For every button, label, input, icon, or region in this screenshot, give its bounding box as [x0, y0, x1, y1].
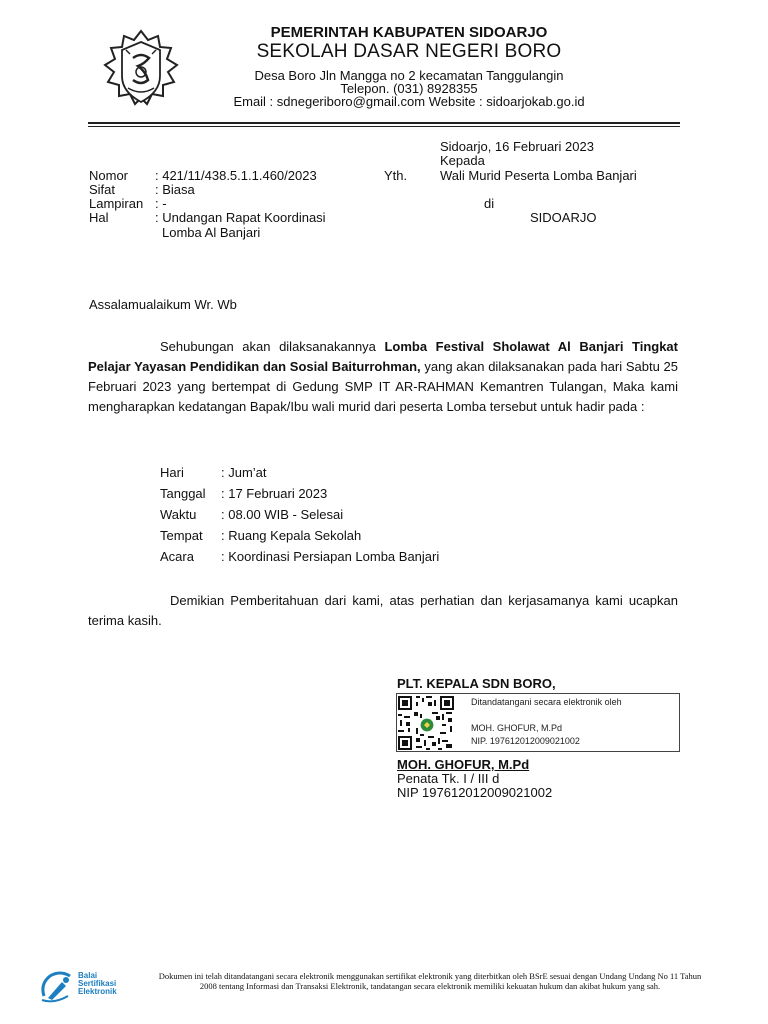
detail-label-tempat: Tempat [160, 528, 203, 543]
header-rule-thin [88, 126, 680, 127]
para-text-details: yang akan dilaksanakan pada hari Sabtu 25 Februari 2023 yang bertempat di Gedung SMP IT AR-RAHMAN Kemantren Tulangan, Maka kami mengharapkan kedatangan Bapak/Ibu wali murid dari peserta Lomba tersebut untuk hadir pada : [88, 359, 678, 414]
meta-label-sifat: Sifat [89, 182, 116, 197]
closing-paragraph: Demikian Pemberitahuan dari kami, atas perhatian dan kerjasamanya kami ucapkan terima kasih. [88, 593, 678, 628]
bsre-line1: Balai [78, 971, 98, 980]
esign-nip: NIP. 197612012009021002 [471, 736, 580, 746]
detail-label-hari: Hari [160, 465, 184, 480]
esign-name: MOH. GHOFUR, M.Pd [471, 723, 563, 733]
detail-label-waktu: Waktu [160, 507, 197, 522]
para-text-event: Lomba Festival Sholawat Al Banjari Tingkat Pelajar Yayasan Pendidikan dan Sosial Baiturrohman, [88, 339, 678, 374]
letter-date: Sidoarjo, 16 Februari 2023 [440, 139, 594, 154]
greeting: Assalamualaikum Wr. Wb [89, 297, 237, 312]
detail-label-tanggal: Tanggal [160, 486, 206, 501]
yth-label: Yth. [384, 168, 408, 183]
detail-value-waktu: : 08.00 WIB - Selesai [221, 507, 344, 522]
header-government: PEMERINTAH KABUPATEN SIDOARJO [270, 24, 548, 41]
recipient-city: SIDOARJO [530, 210, 597, 225]
header-address: Desa Boro Jln Mangga no 2 kecamatan Tanggulangin [254, 68, 564, 83]
detail-value-tanggal: : 17 Februari 2023 [221, 486, 328, 501]
bsre-emblem-icon [38, 970, 76, 1004]
signer-rank: Penata Tk. I / III d [397, 771, 500, 786]
signer-name: MOH. GHOFUR, M.Pd [397, 757, 530, 772]
header-rule-thick [88, 122, 680, 124]
detail-label-acara: Acara [160, 549, 194, 564]
meta-value-sifat: : Biasa [155, 182, 195, 197]
qr-code-icon [398, 696, 454, 750]
signer-nip: NIP 197612012009021002 [397, 785, 553, 800]
detail-value-tempat: : Ruang Kepala Sekolah [221, 528, 362, 543]
meta-value-lampiran: : - [155, 196, 167, 211]
kepada-label: Kepada [440, 153, 485, 168]
header-phone: Telepon. (031) 8928355 [340, 81, 478, 96]
meta-label-nomor: Nomor [89, 168, 129, 183]
esign-note: Ditandatangani secara elektronik oleh [471, 697, 622, 707]
meta-value-nomor: : 421/11/438.5.1.1.460/2023 [155, 168, 317, 183]
bsre-line3: Elektronik [78, 987, 117, 996]
detail-value-hari: : Jum’at [221, 465, 267, 480]
detail-value-acara: : Koordinasi Persiapan Lomba Banjari [221, 549, 440, 564]
header-contact: Email : sdnegeriboro@gmail.com Website : sidoarjokab.go.id [233, 94, 585, 109]
signature-position: PLT. KEPALA SDN BORO, [397, 676, 556, 691]
di-label: di [484, 196, 495, 211]
meta-label-lampiran: Lampiran [89, 196, 144, 211]
bsre-line2: Sertifikasi [78, 979, 117, 988]
recipient: Wali Murid Peserta Lomba Banjari [440, 168, 637, 183]
footer-disclaimer: Dokumen ini telah ditandatangani secara elektronik menggunakan sertifikat elektronik yang diterbitkan oleh BSrE sesuai dengan Undang Undang No 11 Tahun 2008 tentang Informasi dan Transaksi Elektronik, tandatangan secara elektronik memiliki kekuatan hukum dan akibat hukum yang sah. [158, 971, 702, 991]
header-school-name: SEKOLAH DASAR NEGERI BORO [256, 41, 562, 62]
para-text-intro: Sehubungan akan dilaksanakannya [160, 339, 385, 354]
meta-label-hal: Hal [89, 210, 109, 225]
meta-value-hal-cont: Lomba Al Banjari [162, 225, 261, 240]
body-paragraph [88, 337, 678, 417]
meta-value-hal: : Undangan Rapat Koordinasi [155, 210, 326, 225]
